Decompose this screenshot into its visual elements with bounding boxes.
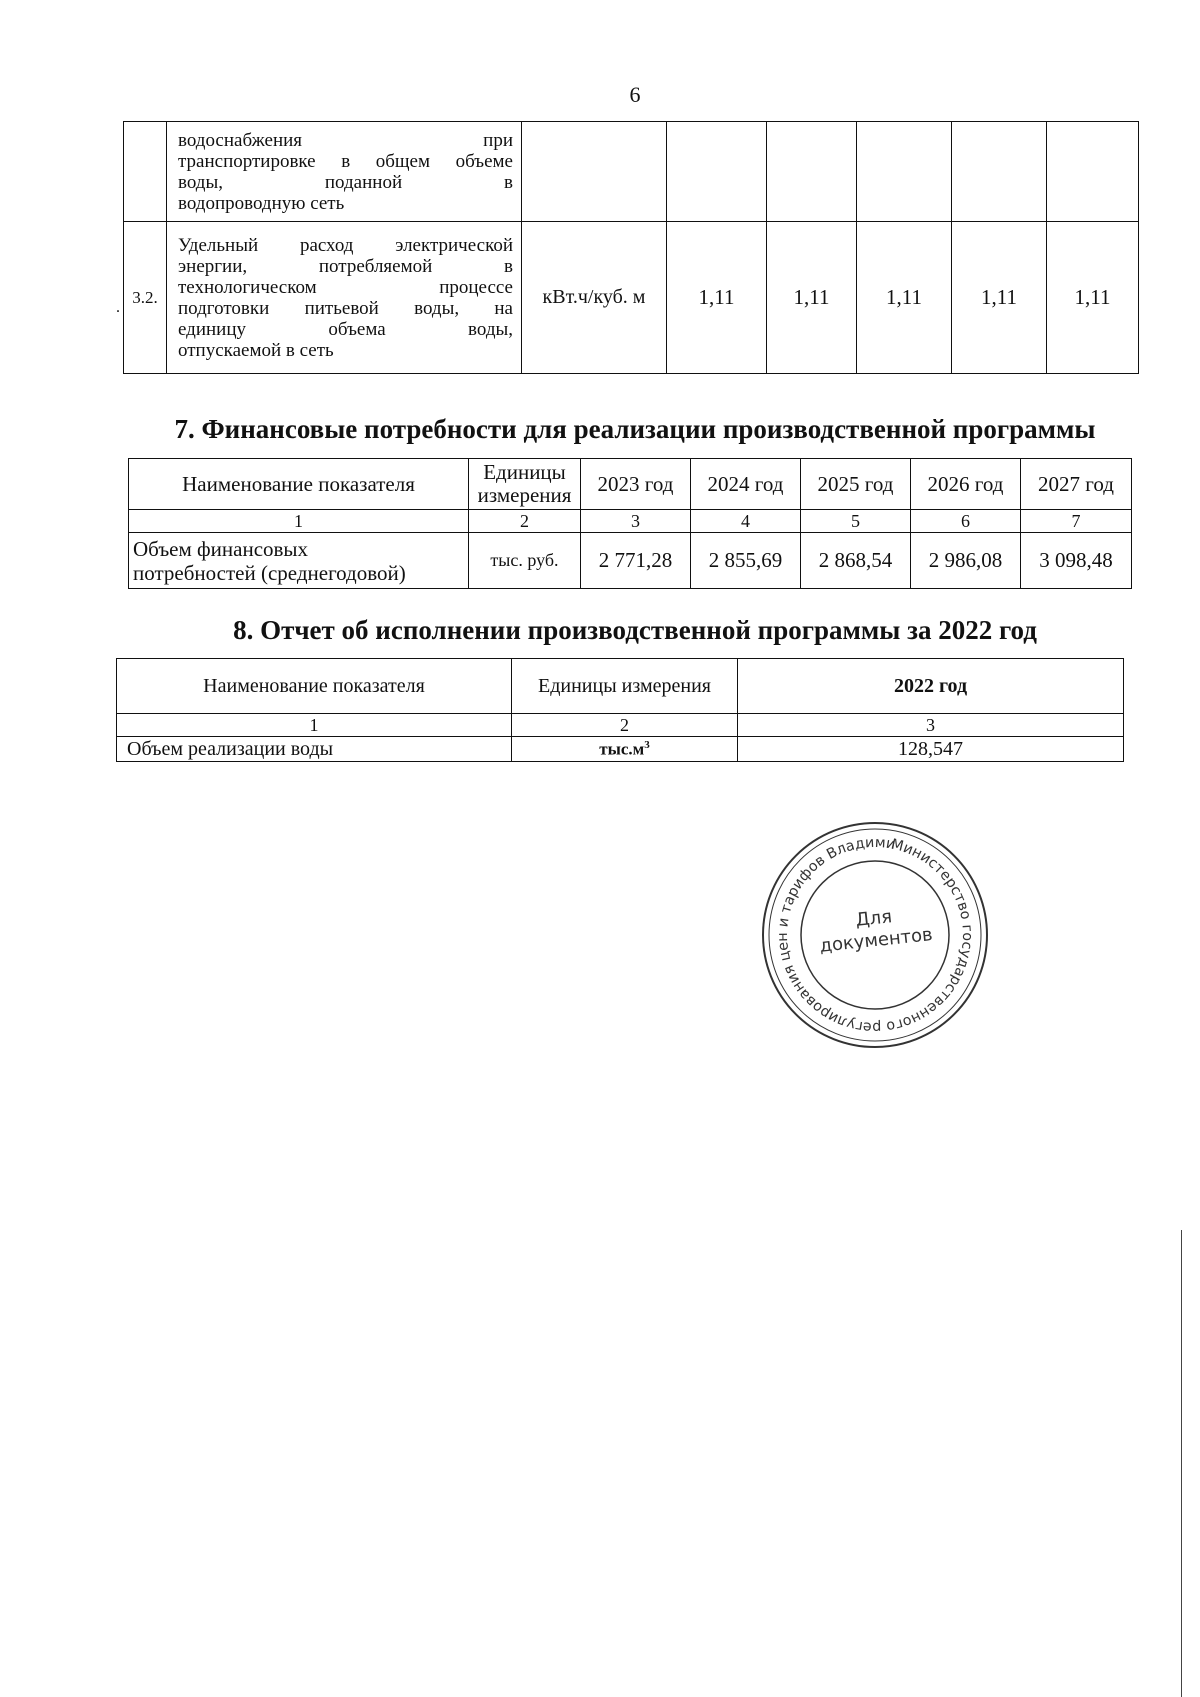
value-cell [1047, 122, 1139, 222]
index-cell: 6 [911, 510, 1021, 533]
indicator-description: Удельный расход электрической энергии, потребляемой в технологическом процессе подготовки питьевой воды, на единицу объема воды, отпускаемой в сеть [167, 222, 522, 374]
value-cell [857, 122, 952, 222]
header-cell: Наименование показателя [129, 459, 469, 510]
table-row [124, 122, 1139, 222]
official-stamp [760, 820, 990, 1050]
indicators-table-continued [123, 121, 1139, 374]
index-row [129, 510, 1132, 533]
index-cell: 2 [512, 714, 738, 737]
index-cell: 3 [738, 714, 1124, 737]
value-cell: 2 986,08 [911, 533, 1021, 589]
header-row [117, 659, 1124, 714]
index-cell: 4 [691, 510, 801, 533]
unit-cell: кВт.ч/куб. м [522, 222, 667, 374]
indicator-description: водоснабжения при транспортировке в общем объеме воды, поданной в водопроводную сеть [167, 122, 522, 222]
page-number: 6 [629, 82, 641, 107]
index-cell: 3 [581, 510, 691, 533]
row-number [124, 122, 167, 222]
value-cell: 2 771,28 [581, 533, 691, 589]
row-number: 3.2. [124, 222, 167, 374]
table-row [124, 222, 1139, 374]
value-cell [952, 122, 1047, 222]
value-cell: 1,11 [952, 222, 1047, 374]
indicator-name: Объем финансовых потребностей (среднегодовой) [129, 533, 469, 589]
header-cell: Единицы измерения [469, 459, 581, 510]
header-cell: 2027 год [1021, 459, 1132, 510]
unit-cell [522, 122, 667, 222]
value-cell: 1,11 [767, 222, 857, 374]
value-cell: 2 855,69 [691, 533, 801, 589]
scan-edge-line [1181, 1230, 1182, 1697]
header-cell: 2026 год [911, 459, 1021, 510]
value-cell: 1,11 [667, 222, 767, 374]
unit-cell: тыс. руб. [469, 533, 581, 589]
value-cell: 3 098,48 [1021, 533, 1132, 589]
header-cell: 2023 год [581, 459, 691, 510]
stamp-center-text: Для документов [818, 906, 934, 957]
header-cell: Единицы измерения [512, 659, 738, 714]
program-report-table [116, 658, 1124, 762]
index-cell: 1 [117, 714, 512, 737]
header-row [129, 459, 1132, 510]
value-cell: 1,11 [857, 222, 952, 374]
index-row [117, 714, 1124, 737]
index-cell: 5 [801, 510, 911, 533]
value-cell [667, 122, 767, 222]
index-cell: 2 [469, 510, 581, 533]
value-cell: 128,547 [738, 737, 1124, 762]
value-cell: 1,11 [1047, 222, 1139, 374]
table-row [129, 533, 1132, 589]
section-7-title: 7. Финансовые потребности для реализации производственной программы [174, 414, 1096, 444]
indicator-name: Объем реализации воды [117, 737, 512, 762]
margin-mark: . [116, 299, 120, 316]
financial-needs-table [128, 458, 1132, 589]
index-cell: 1 [129, 510, 469, 533]
header-cell: 2024 год [691, 459, 801, 510]
table-row [117, 737, 1124, 762]
header-cell: Наименование показателя [117, 659, 512, 714]
section-8-title: 8. Отчет об исполнении производственной программы за 2022 год [233, 615, 1037, 645]
value-cell: 2 868,54 [801, 533, 911, 589]
unit-cell: $тыс.м^3$ [512, 737, 738, 762]
header-cell: 2022 год [738, 659, 1124, 714]
header-cell: 2025 год [801, 459, 911, 510]
value-cell [767, 122, 857, 222]
stamp-ring-text: Министерство государственного регулирования цен и тарифов Владимирской [774, 834, 976, 1036]
index-cell: 7 [1021, 510, 1132, 533]
